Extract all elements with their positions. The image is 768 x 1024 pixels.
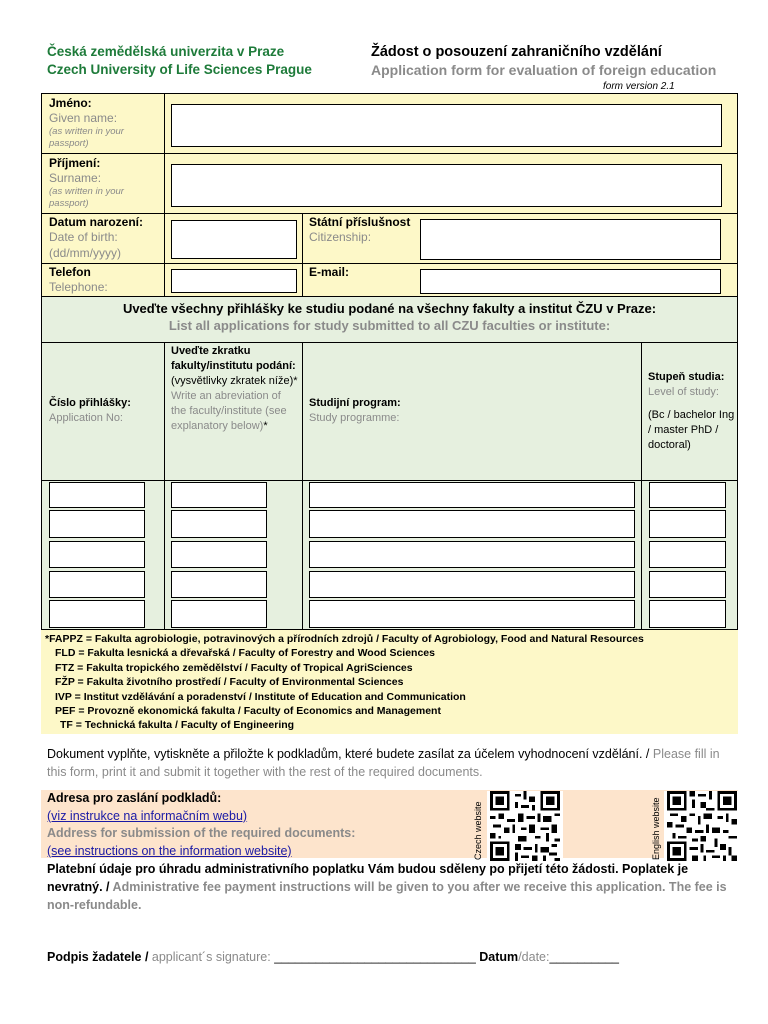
programme-input[interactable]: [309, 541, 635, 568]
citizenship-label-en: Citizenship:: [309, 230, 372, 244]
faculty-input[interactable]: [171, 600, 267, 628]
footnote-ivp: IVP = Institut vzdělávání a poradenství / Institute of Education and Communication: [55, 690, 466, 703]
date-field[interactable]: __________: [549, 950, 619, 964]
app-no-input[interactable]: [49, 510, 145, 538]
phone-label-cell: [42, 264, 164, 296]
dob-label-cz: Datum narození:: [49, 215, 144, 229]
surname-input[interactable]: [171, 164, 722, 207]
col-level-en: Level of study:: [648, 386, 719, 398]
given-name-label-en: Given name:: [49, 111, 118, 125]
date-label-cz: Datum: [479, 950, 519, 964]
signature-field[interactable]: _____________________________: [274, 950, 476, 964]
faculty-input[interactable]: [171, 510, 267, 538]
phone-input[interactable]: [171, 269, 297, 293]
col-faculty-en: Write an abreviation of the faculty/institute (see explanatory below)*: [171, 390, 287, 432]
footnote-ftz: FTZ = Fakulta tropického zemědělství / Faculty of Tropical AgriSciences: [55, 661, 413, 674]
footnote-pef: PEF = Provozně ekonomická fakulta / Faculty of Economics and Management: [55, 705, 441, 718]
level-input[interactable]: [649, 482, 726, 508]
phone-label-en: Telephone:: [49, 280, 108, 294]
address-label-cz: Adresa pro zaslání podkladů:: [47, 791, 222, 805]
address-label-en: Address for submission of the required documents:: [47, 826, 356, 840]
surname-label-cell: [42, 154, 164, 213]
col-faculty-cz: Uveďte zkratku fakulty/institutu podání:: [171, 345, 296, 372]
col-faculty-cz-note: (vysvětlivky zkratek níže)*: [171, 375, 298, 387]
citizenship-label-cz: Státní příslušnost: [309, 215, 411, 229]
fee-text: Platební údaje pro úhradu administrativního poplatku Vám budou sděleny po přijetí této žádosti. Poplatek je nevratný. / Administrative fee payment instructions will be given to you after we receive this application. The fee is non-refundable.: [47, 862, 727, 912]
applications-heading-en: List all applications for study submitted to all CZU faculties or institute:: [168, 318, 611, 333]
form-title-en: Application form for evaluation of foreign education: [371, 62, 717, 78]
dob-label-en: Date of birth:: [49, 230, 118, 244]
col-programme-header: [309, 396, 609, 426]
dob-label-cell: [42, 214, 164, 263]
app-no-input[interactable]: [49, 571, 145, 598]
app-no-input[interactable]: [49, 541, 145, 568]
applications-heading-cz: Uveďte všechny přihlášky ke studiu podané na všechny fakulty a institut ČZU v Praze:: [122, 301, 657, 316]
qr-czech-label: Czech website: [473, 801, 483, 860]
col-programme-cz: Studijní program:: [309, 397, 401, 409]
faculty-input[interactable]: [171, 482, 267, 508]
qr-code-english-icon[interactable]: [664, 791, 740, 861]
signature-label-en: applicant´s signature:: [151, 950, 275, 964]
col-level-cz: Stupeň studia:: [648, 371, 725, 383]
instructions-text: Dokument vyplňte, vytiskněte a přiložte k podkladům, které budete zasílat za účelem vyhodnocení vzdělání. / Please fill in this form, print it and submit it together with the rest of the required documents.: [47, 747, 720, 779]
university-name-cz: Česká zemědělská univerzita v Praze: [47, 44, 285, 59]
given-name-note: (as written in your passport): [49, 126, 124, 149]
level-input[interactable]: [649, 541, 726, 568]
phone-label-cz: Telefon: [49, 265, 91, 279]
dob-input[interactable]: [171, 220, 297, 259]
level-input[interactable]: [649, 571, 726, 598]
col-programme-en: Study programme:: [309, 412, 400, 424]
footnote-fzp: FŽP = Fakulta životního prostředí / Faculty of Environmental Sciences: [55, 676, 404, 689]
email-input[interactable]: [420, 269, 721, 294]
surname-label-en: Surname:: [49, 171, 102, 185]
footnote-tf: TF = Technická fakulta / Faculty of Engineering: [60, 719, 295, 732]
form-version: form version 2.1: [603, 81, 675, 92]
faculty-abbreviations: [41, 630, 738, 734]
col-level-header: [648, 370, 736, 453]
address-link-cz[interactable]: (viz instrukce na informačním webu): [47, 808, 248, 823]
level-input[interactable]: [649, 510, 726, 538]
programme-input[interactable]: [309, 510, 635, 538]
given-name-label-cz: Jméno:: [49, 96, 92, 110]
qr-english-label: English website: [651, 797, 661, 860]
col-faculty-header: [171, 344, 299, 434]
form-title-cz: Žádost o posouzení zahraničního vzdělání: [371, 44, 662, 60]
col-application-no-cz: Číslo přihlášky:: [49, 397, 131, 409]
programme-input[interactable]: [309, 571, 635, 598]
university-name-en: Czech University of Life Sciences Prague: [47, 62, 312, 77]
surname-note: (as written in your passport): [49, 186, 124, 209]
signature-label-cz: Podpis žadatele /: [47, 950, 152, 964]
faculty-input[interactable]: [171, 571, 267, 598]
col-application-no-header: [49, 396, 159, 426]
applications-heading-cell: [41, 296, 738, 343]
programme-input[interactable]: [309, 600, 635, 628]
programme-input[interactable]: [309, 482, 635, 508]
qr-code-czech-icon[interactable]: [487, 791, 563, 861]
col-level-options: (Bc / bachelor Ing / master PhD / doctoral): [648, 409, 735, 451]
date-label-en: /date:: [518, 950, 550, 964]
address-text: [47, 790, 467, 860]
col-application-no-en: Application No:: [49, 412, 123, 424]
surname-label-cz: Příjmení:: [49, 156, 101, 170]
level-input[interactable]: [649, 600, 726, 628]
app-no-input[interactable]: [49, 482, 145, 508]
citizenship-input[interactable]: [420, 219, 721, 260]
given-name-label-cell: [42, 94, 164, 153]
dob-format: (dd/mm/yyyy): [49, 246, 121, 260]
faculty-input[interactable]: [171, 541, 267, 568]
address-link-en[interactable]: (see instructions on the information website): [47, 843, 292, 858]
signature-line: [47, 948, 619, 966]
footnote-fld: FLD = Fakulta lesnická a dřevařská / Faculty of Forestry and Wood Sciences: [55, 647, 435, 660]
footnote-fappz: *FAPPZ = Fakulta agrobiologie, potravinových a přírodních zdrojů / Faculty of Agrobiology, Food and Natural Resources: [45, 633, 644, 645]
given-name-input[interactable]: [171, 104, 722, 147]
app-no-input[interactable]: [49, 600, 145, 628]
email-label: E-mail:: [309, 265, 350, 279]
